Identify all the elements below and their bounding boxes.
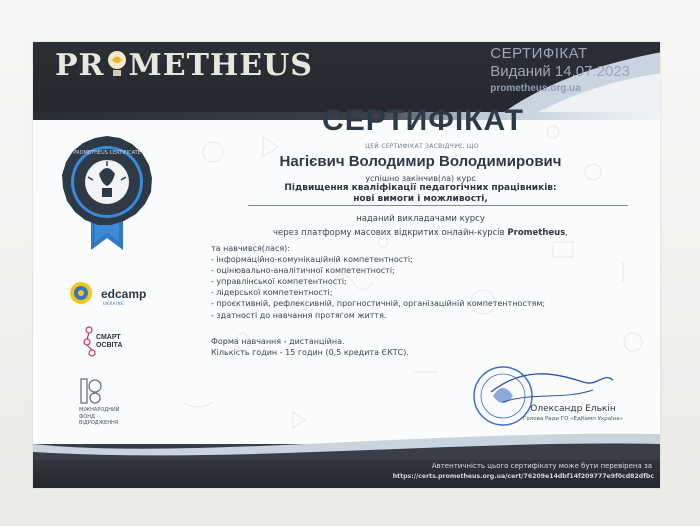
smart-osvita-line1: СМАРТ	[96, 334, 121, 341]
course-title-line2: нові вимоги і можливості,	[353, 194, 488, 204]
platform-text: через платформу масових відкритих онлайн-курсів Prometheus,	[273, 228, 568, 238]
competency-list	[211, 243, 631, 321]
smart-osvita-line2: ОСВІТА	[96, 342, 123, 349]
competency-item: - проєктивній, рефлексивній, прогностичній, організаційній компетентностям;	[211, 299, 546, 309]
header-meta	[490, 45, 630, 94]
platform-prefix: через платформу масових відкритих онлайн-курсів	[273, 228, 505, 238]
bulb-icon	[106, 49, 128, 79]
competency-item: - інформаційно-комунікаційній компетентності;	[211, 255, 413, 265]
footer-swoosh	[33, 430, 660, 460]
header-certificate-label: СЕРТИФІКАТ	[490, 45, 588, 62]
certificate-badge-icon	[53, 134, 161, 252]
signatory-name: Олександр Елькін	[530, 404, 616, 414]
verify-url[interactable]: https://certs.prometheus.org.ua/cert/76209e14dbf14f209777e9f0cd82dfbc	[392, 473, 654, 480]
platform-brand: Prometheus	[507, 228, 566, 238]
signatory-role: Голова Ради ГО «ЕдКемп Україна»	[522, 416, 624, 422]
competency-item: - здатності до навчання протягом життя.	[211, 310, 387, 320]
course-title	[233, 183, 608, 205]
certifies-text: ЦЕЙ СЕРТИФІКАТ ЗАСВІДЧУЄ, ЩО	[365, 143, 479, 150]
given-by-text: наданий викладачами курсу	[356, 214, 485, 224]
study-format	[211, 336, 631, 358]
completed-text: успішно закінчив(ла) курс	[365, 174, 476, 183]
signature-seal-icon	[463, 362, 623, 434]
edcamp-name: edcamp	[101, 287, 147, 301]
site-link[interactable]: prometheus.org.ua	[490, 83, 581, 94]
certificate-title: СЕРТИФІКАТ	[322, 104, 524, 137]
competency-item: - оцінювально-аналітичної компетентності;	[211, 266, 395, 276]
edcamp-sub: UKRAINE	[103, 301, 125, 306]
learned-label: та навчився(лася):	[211, 244, 290, 253]
course-title-line1: Підвищення кваліфікації педагогічних працівників:	[284, 183, 557, 193]
study-form: Форма навчання - дистанційна.	[211, 337, 345, 346]
competency-item: - лідерської компетентності;	[211, 288, 333, 298]
competency-item: - управлінської компетентності;	[211, 277, 347, 287]
irf-logo-icon	[79, 377, 109, 409]
prometheus-logo: PR METHEUS	[55, 48, 313, 83]
course-divider	[248, 205, 628, 206]
irf-name: МІЖНАРОДНИЙ ФОНД ВІДРОДЖЕННЯ	[79, 407, 120, 426]
certificate	[33, 42, 660, 488]
recipient-name: Нагієвич Володимир Володимирович	[279, 153, 562, 170]
study-hours: Кількість годин - 15 годин (0,5 кредита ЄКТС).	[211, 348, 409, 357]
verify-text: Автентичність цього сертифікату може бути перевірена за	[431, 462, 652, 470]
badge-ring-text: PROMETHEUS CERTIFICATE	[73, 150, 141, 156]
issue-date: Виданий 14.07.2023	[490, 63, 630, 80]
